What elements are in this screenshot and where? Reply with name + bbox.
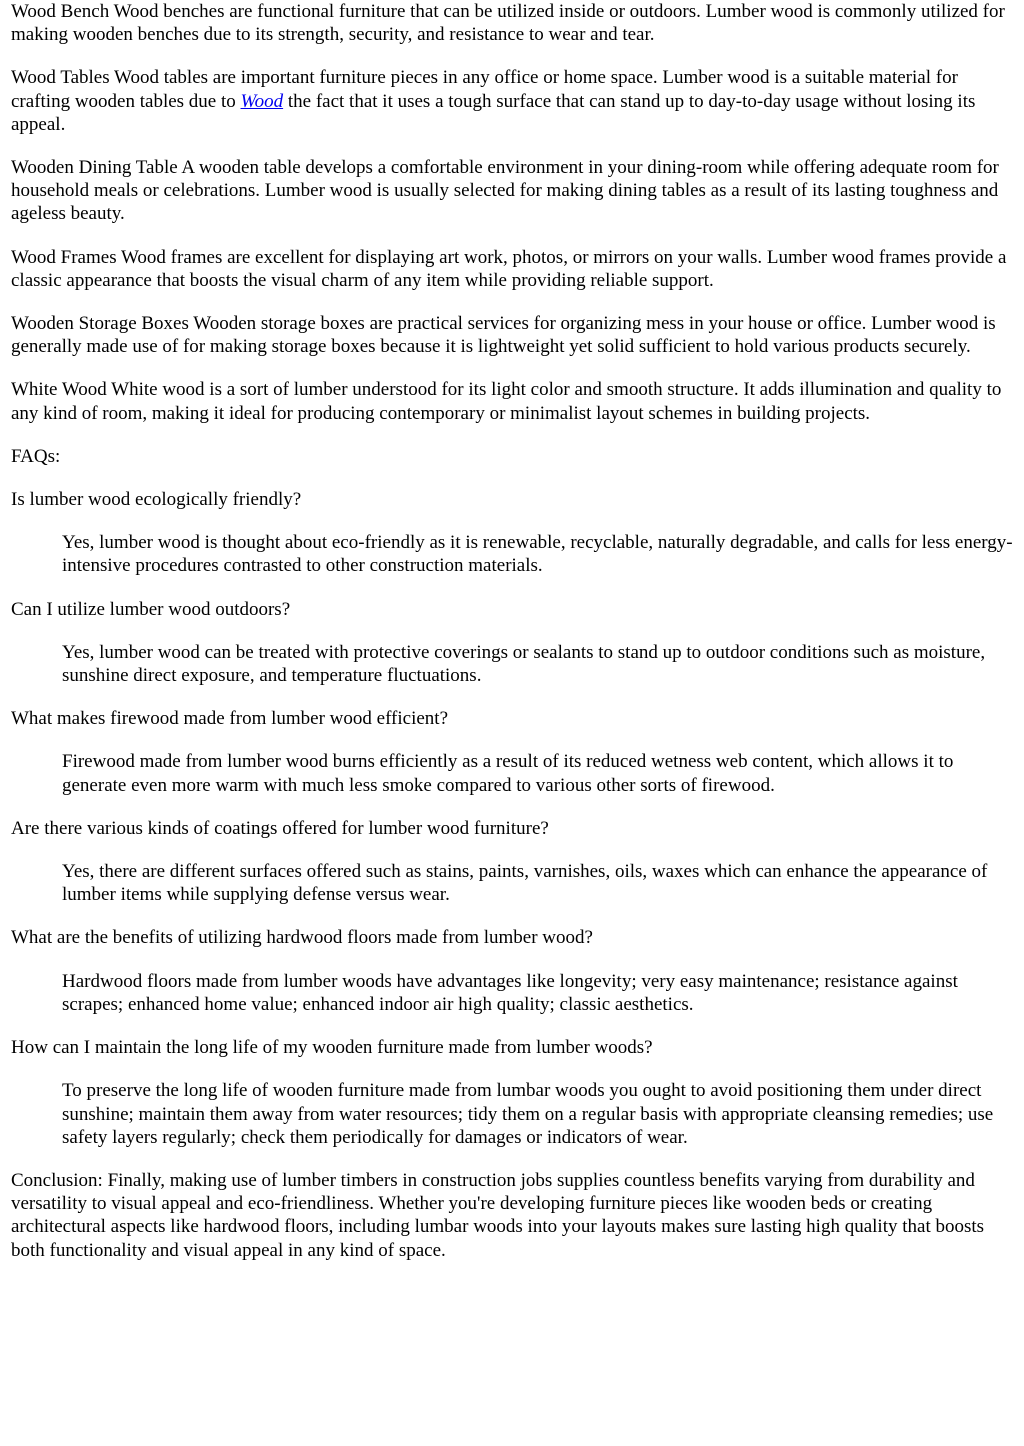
- faq-question: Is lumber wood ecologically friendly?: [11, 489, 302, 511]
- faq-answer: Yes, there are different surfaces offered such as stains, paints, varnishes, oils, waxes which can enhance the appearance of lumber items while supplying defense versus wear.: [62, 861, 988, 906]
- paragraph-wood-frames: Wood Frames Wood frames are excellent for displaying art work, photos, or mirrors on your walls. Lumber wood frames provide a classic appearance that boosts the visual charm of any item while providing reliable support.: [11, 246, 1007, 291]
- faq-answer: To preserve the long life of wooden furniture made from lumbar woods you ought to avoid positioning them under direct sunshine; maintain them away from water resources; tidy them on a regular basis with appropriate cleansing remedies; use safety layers regularly; check them periodically for damages or indicators of wear.: [62, 1080, 994, 1148]
- faq-question: What makes firewood made from lumber wood efficient?: [11, 708, 449, 730]
- paragraph-wood-tables: [11, 66, 1013, 136]
- paragraph-storage-boxes: Wooden Storage Boxes Wooden storage boxes are practical services for organizing mess in your house or office. Lumber wood is generally made use of for making storage boxes because it is lightweight yet solid sufficient to hold various products securely.: [11, 313, 996, 358]
- faq-question: Are there various kinds of coatings offered for lumber wood furniture?: [11, 817, 549, 839]
- faq-answer: Yes, lumber wood can be treated with protective coverings or sealants to stand up to outdoor conditions such as moisture, sunshine direct exposure, and temperature fluctuations.: [62, 641, 986, 687]
- faqs-heading: FAQs:: [11, 445, 61, 467]
- paragraph-dining-table: Wooden Dining Table A wooden table develops a comfortable environment in your dining-room while offering adequate room for household meals or celebrations. Lumber wood is usually selected for making dining tables as a result of its lasting toughness and ageless beauty.: [11, 157, 999, 225]
- wood-link[interactable]: Wood: [240, 90, 284, 112]
- paragraph-wood-tables-text-start: Wood Tables Wood tables are important furniture pieces in any office or home space. Lumber wood is a suitable material for crafting wooden tables due to: [11, 67, 958, 112]
- paragraph-conclusion: Conclusion: Finally, making use of lumber timbers in construction jobs supplies countless benefits varying from durability and versatility to visual appeal and eco-friendliness. Whether you're developing furniture pieces like wooden beds or creating architectural aspects like hardwood floors, including lumbar woods into your layouts makes sure lasting high quality that boosts both functionality and visual appeal in any kind of space.: [11, 1169, 985, 1261]
- faq-question: Can I utilize lumber wood outdoors?: [11, 598, 291, 620]
- faq-question: How can I maintain the long life of my wooden furniture made from lumber woods?: [11, 1037, 653, 1059]
- faq-answer: Hardwood floors made from lumber woods have advantages like longevity; very easy maintenance; resistance against scrapes; enhanced home value; enhanced indoor air high quality; classic aesthetics.: [62, 970, 958, 1015]
- faq-answer: Firewood made from lumber wood burns efficiently as a result of its reduced wetness web content, which allows it to generate even more warm with much less smoke compared to various other sorts of firewood.: [62, 751, 954, 796]
- paragraph-white-wood: White Wood White wood is a sort of lumber understood for its light color and smooth structure. It adds illumination and quality to any kind of room, making it ideal for producing contemporary or minimalist layout schemes in building projects.: [11, 379, 1002, 424]
- paragraph-wood-tables-text-end: the fact that it uses a tough surface that can stand up to day-to-day usage without losing its appeal.: [11, 90, 976, 135]
- faq-answer: Yes, lumber wood is thought about eco-friendly as it is renewable, recyclable, naturally degradable, and calls for less energy-intensive procedures contrasted to other construction materials.: [62, 532, 1013, 577]
- faq-question: What are the benefits of utilizing hardwood floors made from lumber wood?: [11, 927, 593, 949]
- paragraph-wood-bench: Wood Bench Wood benches are functional furniture that can be utilized inside or outdoors. Lumber wood is commonly utilized for making wooden benches due to its strength, security, and resistance to wear and tear.: [11, 1, 1005, 46]
